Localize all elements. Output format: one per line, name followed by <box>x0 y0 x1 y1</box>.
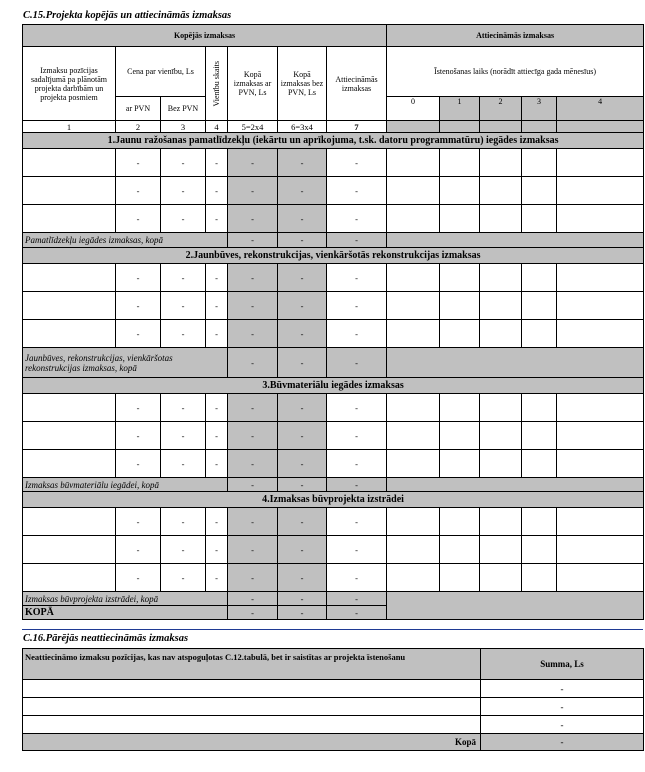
colnum-4: 4 <box>206 121 228 133</box>
month-cell[interactable] <box>440 508 480 536</box>
summary-total-without-vat: - <box>278 478 327 492</box>
month-cell[interactable] <box>557 536 644 564</box>
header-price-without-vat: Bez PVN <box>161 97 206 121</box>
month-0: 0 <box>387 97 440 121</box>
month-cell[interactable] <box>480 508 522 536</box>
price-without-vat-cell: - <box>161 564 206 592</box>
total-with-vat-cell: - <box>228 149 278 177</box>
price-without-vat-cell: - <box>161 450 206 478</box>
colnum-empty <box>522 121 557 133</box>
total-with-vat-cell: - <box>228 536 278 564</box>
c15-table <box>22 24 644 620</box>
month-cell[interactable] <box>557 450 644 478</box>
cost-item-cell[interactable] <box>23 177 116 205</box>
total-with-vat-cell: - <box>228 422 278 450</box>
month-cell[interactable] <box>522 320 557 348</box>
table-row <box>23 205 644 233</box>
c16-header-item: Neattiecināmo izmaksu pozīcijas, kas nav atspoguļotas C.12.tabulā, bet ir saistītas ar projekta īstenošanu <box>23 649 481 680</box>
summary-eligible: - <box>327 478 387 492</box>
table-row <box>23 177 644 205</box>
price-with-vat-cell: - <box>116 422 161 450</box>
grand-total-without-vat: - <box>278 606 327 620</box>
total-with-vat-cell: - <box>228 564 278 592</box>
month-cell[interactable] <box>440 177 480 205</box>
cost-item-cell[interactable] <box>23 320 116 348</box>
header-units-label: Vienību skaits <box>212 60 221 107</box>
c16-sum-cell: - <box>481 698 644 716</box>
c16-item-cell[interactable] <box>23 716 481 734</box>
month-cell[interactable] <box>522 177 557 205</box>
month-cell[interactable] <box>480 422 522 450</box>
colnum-empty <box>480 121 522 133</box>
table-row <box>23 450 644 478</box>
month-cell[interactable] <box>480 564 522 592</box>
table-row <box>23 320 644 348</box>
month-cell[interactable] <box>440 564 480 592</box>
section-summary-label: Izmaksas būvmateriālu iegādei, kopā <box>23 478 228 492</box>
c16-table <box>22 648 644 751</box>
total-without-vat-cell: - <box>278 205 327 233</box>
month-cell[interactable] <box>522 264 557 292</box>
month-1: 1 <box>440 97 480 121</box>
price-without-vat-cell: - <box>161 422 206 450</box>
total-with-vat-cell: - <box>228 320 278 348</box>
summary-total-with-vat: - <box>228 592 278 606</box>
price-with-vat-cell: - <box>116 149 161 177</box>
summary-total-with-vat: - <box>228 348 278 378</box>
month-cell[interactable] <box>522 149 557 177</box>
total-without-vat-cell: - <box>278 422 327 450</box>
colnum-empty <box>440 121 480 133</box>
price-without-vat-cell: - <box>161 508 206 536</box>
month-cell[interactable] <box>480 320 522 348</box>
month-cell[interactable] <box>387 292 440 320</box>
month-cell[interactable] <box>557 422 644 450</box>
month-cell[interactable] <box>387 536 440 564</box>
month-cell[interactable] <box>387 320 440 348</box>
price-without-vat-cell: - <box>161 177 206 205</box>
table-row <box>23 564 644 592</box>
eligible-cell: - <box>327 149 387 177</box>
units-cell: - <box>206 205 228 233</box>
section-title: 2.Jaunbūves, rekonstrukcijas, vienkāršotās rekonstrukcijas izmaksas <box>23 248 644 264</box>
month-cell[interactable] <box>480 205 522 233</box>
eligible-cell: - <box>327 450 387 478</box>
month-cell[interactable] <box>557 508 644 536</box>
total-with-vat-cell: - <box>228 264 278 292</box>
units-cell: - <box>206 177 228 205</box>
total-with-vat-cell: - <box>228 177 278 205</box>
month-cell[interactable] <box>480 264 522 292</box>
price-without-vat-cell: - <box>161 320 206 348</box>
total-without-vat-cell: - <box>278 177 327 205</box>
month-3: 3 <box>522 97 557 121</box>
month-cell[interactable] <box>480 149 522 177</box>
cost-item-cell[interactable] <box>23 264 116 292</box>
month-cell[interactable] <box>522 450 557 478</box>
c16-item-cell[interactable] <box>23 698 481 716</box>
header-total-without-vat: Kopā izmaksas bez PVN, Ls <box>278 47 327 121</box>
total-with-vat-cell: - <box>228 450 278 478</box>
summary-total-without-vat: - <box>278 592 327 606</box>
price-with-vat-cell: - <box>116 536 161 564</box>
table-row <box>23 422 644 450</box>
cost-item-cell[interactable] <box>23 394 116 422</box>
units-cell: - <box>206 149 228 177</box>
month-cell[interactable] <box>440 264 480 292</box>
eligible-cell: - <box>327 564 387 592</box>
month-cell[interactable] <box>387 450 440 478</box>
c16-sum-cell: - <box>481 716 644 734</box>
month-cell[interactable] <box>387 264 440 292</box>
total-without-vat-cell: - <box>278 450 327 478</box>
total-without-vat-cell: - <box>278 149 327 177</box>
total-without-vat-cell: - <box>278 508 327 536</box>
colnum-6: 6=3x4 <box>278 121 327 133</box>
units-cell: - <box>206 292 228 320</box>
month-cell[interactable] <box>557 564 644 592</box>
month-cell[interactable] <box>387 508 440 536</box>
c16-title: C.16.Pārējās neattiecināmās izmaksas <box>23 633 189 644</box>
eligible-cell: - <box>327 320 387 348</box>
month-cell[interactable] <box>440 292 480 320</box>
month-cell[interactable] <box>387 177 440 205</box>
header-units <box>206 47 228 121</box>
month-2: 2 <box>480 97 522 121</box>
month-cell[interactable] <box>440 205 480 233</box>
month-cell[interactable] <box>440 320 480 348</box>
units-cell: - <box>206 508 228 536</box>
cost-item-cell[interactable] <box>23 149 116 177</box>
eligible-cell: - <box>327 536 387 564</box>
colnum-empty <box>557 121 644 133</box>
cost-item-cell[interactable] <box>23 292 116 320</box>
units-cell: - <box>206 264 228 292</box>
units-cell: - <box>206 394 228 422</box>
table-row <box>23 292 644 320</box>
month-cell[interactable] <box>522 536 557 564</box>
eligible-cell: - <box>327 422 387 450</box>
total-with-vat-cell: - <box>228 508 278 536</box>
eligible-cell: - <box>327 177 387 205</box>
month-cell[interactable] <box>557 205 644 233</box>
section-title: 1.Jaunu ražošanas pamatlīdzekļu (iekārtu un aprīkojuma, t.sk. datoru programmatūru) iegādes izmaksas <box>23 133 644 149</box>
eligible-cell: - <box>327 394 387 422</box>
price-with-vat-cell: - <box>116 292 161 320</box>
month-cell[interactable] <box>522 422 557 450</box>
table-row <box>23 394 644 422</box>
month-cell[interactable] <box>557 264 644 292</box>
month-cell[interactable] <box>557 177 644 205</box>
units-cell: - <box>206 422 228 450</box>
price-without-vat-cell: - <box>161 205 206 233</box>
summary-eligible: - <box>327 233 387 248</box>
month-cell[interactable] <box>480 536 522 564</box>
price-with-vat-cell: - <box>116 205 161 233</box>
month-cell[interactable] <box>440 422 480 450</box>
month-cell[interactable] <box>522 394 557 422</box>
total-with-vat-cell: - <box>228 292 278 320</box>
grand-total-with-vat: - <box>228 606 278 620</box>
price-without-vat-cell: - <box>161 292 206 320</box>
header-total-with-vat: Kopā izmaksas ar PVN, Ls <box>228 47 278 121</box>
c16-item-cell[interactable] <box>23 680 481 698</box>
section-summary-label: Izmaksas būvprojekta izstrādei, kopā <box>23 592 228 606</box>
units-cell: - <box>206 450 228 478</box>
price-with-vat-cell: - <box>116 264 161 292</box>
month-cell[interactable] <box>522 508 557 536</box>
section-title: 3.Būvmateriālu iegādes izmaksas <box>23 378 644 394</box>
total-without-vat-cell: - <box>278 536 327 564</box>
total-with-vat-cell: - <box>228 205 278 233</box>
total-without-vat-cell: - <box>278 394 327 422</box>
header-price-with-vat: ar PVN <box>116 97 161 121</box>
cost-item-cell[interactable] <box>23 450 116 478</box>
month-cell[interactable] <box>557 292 644 320</box>
table-row <box>23 536 644 564</box>
colnum-7: 7 <box>327 121 387 133</box>
month-cell[interactable] <box>387 564 440 592</box>
cost-item-cell[interactable] <box>23 508 116 536</box>
header-eligible-costs: Attiecināmās izmaksas <box>387 25 644 47</box>
month-cell[interactable] <box>480 450 522 478</box>
grand-total-label: KOPĀ <box>23 606 228 620</box>
colnum-2: 2 <box>116 121 161 133</box>
section-divider <box>22 629 643 630</box>
eligible-cell: - <box>327 292 387 320</box>
total-without-vat-cell: - <box>278 264 327 292</box>
month-cell[interactable] <box>480 394 522 422</box>
summary-total-without-vat: - <box>278 348 327 378</box>
summary-eligible: - <box>327 348 387 378</box>
month-cell[interactable] <box>440 536 480 564</box>
summary-total-without-vat: - <box>278 233 327 248</box>
month-cell[interactable] <box>387 394 440 422</box>
month-cell[interactable] <box>387 149 440 177</box>
month-cell[interactable] <box>522 292 557 320</box>
price-without-vat-cell: - <box>161 264 206 292</box>
price-with-vat-cell: - <box>116 394 161 422</box>
summary-empty <box>387 592 644 620</box>
total-without-vat-cell: - <box>278 292 327 320</box>
eligible-cell: - <box>327 264 387 292</box>
price-without-vat-cell: - <box>161 536 206 564</box>
header-eligible-amount: Attiecināmās izmaksas <box>327 47 387 121</box>
price-without-vat-cell: - <box>161 394 206 422</box>
colnum-empty <box>387 121 440 133</box>
month-cell[interactable] <box>387 205 440 233</box>
cost-item-cell[interactable] <box>23 422 116 450</box>
price-with-vat-cell: - <box>116 177 161 205</box>
eligible-cell: - <box>327 205 387 233</box>
units-cell: - <box>206 536 228 564</box>
month-cell[interactable] <box>522 205 557 233</box>
eligible-cell: - <box>327 508 387 536</box>
month-cell[interactable] <box>557 320 644 348</box>
units-cell: - <box>206 564 228 592</box>
summary-total-with-vat: - <box>228 233 278 248</box>
month-cell[interactable] <box>557 394 644 422</box>
table-row <box>23 264 644 292</box>
table-row <box>23 508 644 536</box>
header-total-costs: Kopējās izmaksas <box>23 25 387 47</box>
summary-empty <box>387 233 644 248</box>
header-cost-item: Izmaksu pozīcijas sadalījumā pa plānotām projekta darbībām un projekta posmiem <box>23 47 116 121</box>
price-with-vat-cell: - <box>116 320 161 348</box>
month-cell[interactable] <box>440 394 480 422</box>
price-with-vat-cell: - <box>116 450 161 478</box>
month-cell[interactable] <box>522 564 557 592</box>
colnum-3: 3 <box>161 121 206 133</box>
month-cell[interactable] <box>440 450 480 478</box>
c16-header-sum: Summa, Ls <box>481 649 644 680</box>
section-summary-label: Pamatlīdzekļu iegādes izmaksas, kopā <box>23 233 228 248</box>
price-without-vat-cell: - <box>161 149 206 177</box>
section-summary-label: Jaunbūves, rekonstrukcijas, vienkāršotas rekonstrukcijas izmaksas, kopā <box>23 348 228 378</box>
summary-empty <box>387 478 644 492</box>
section-title: 4.Izmaksas būvprojekta izstrādei <box>23 492 644 508</box>
month-cell[interactable] <box>557 149 644 177</box>
cost-item-cell[interactable] <box>23 564 116 592</box>
total-without-vat-cell: - <box>278 564 327 592</box>
month-cell[interactable] <box>440 149 480 177</box>
month-cell[interactable] <box>387 422 440 450</box>
units-cell: - <box>206 320 228 348</box>
total-without-vat-cell: - <box>278 320 327 348</box>
c16-sum-cell: - <box>481 680 644 698</box>
colnum-1: 1 <box>23 121 116 133</box>
colnum-5: 5=2x4 <box>228 121 278 133</box>
header-unit-price: Cena par vienību, Ls <box>116 47 206 97</box>
summary-total-with-vat: - <box>228 478 278 492</box>
summary-empty <box>387 348 644 378</box>
month-4: 4 <box>557 97 644 121</box>
grand-total-eligible: - <box>327 606 387 620</box>
price-with-vat-cell: - <box>116 508 161 536</box>
c16-total-value: - <box>481 734 644 751</box>
c16-total-label: Kopā <box>23 734 481 751</box>
table-row <box>23 149 644 177</box>
month-cell[interactable] <box>480 292 522 320</box>
month-cell[interactable] <box>480 177 522 205</box>
cost-item-cell[interactable] <box>23 536 116 564</box>
cost-item-cell[interactable] <box>23 205 116 233</box>
summary-eligible: - <box>327 592 387 606</box>
header-implementation-time: Īstenošanas laiks (norādīt attiecīga gada mēnesīus) <box>387 47 644 97</box>
total-with-vat-cell: - <box>228 394 278 422</box>
c15-title: C.15.Projekta kopējās un attiecināmās izmaksas <box>23 10 232 21</box>
price-with-vat-cell: - <box>116 564 161 592</box>
